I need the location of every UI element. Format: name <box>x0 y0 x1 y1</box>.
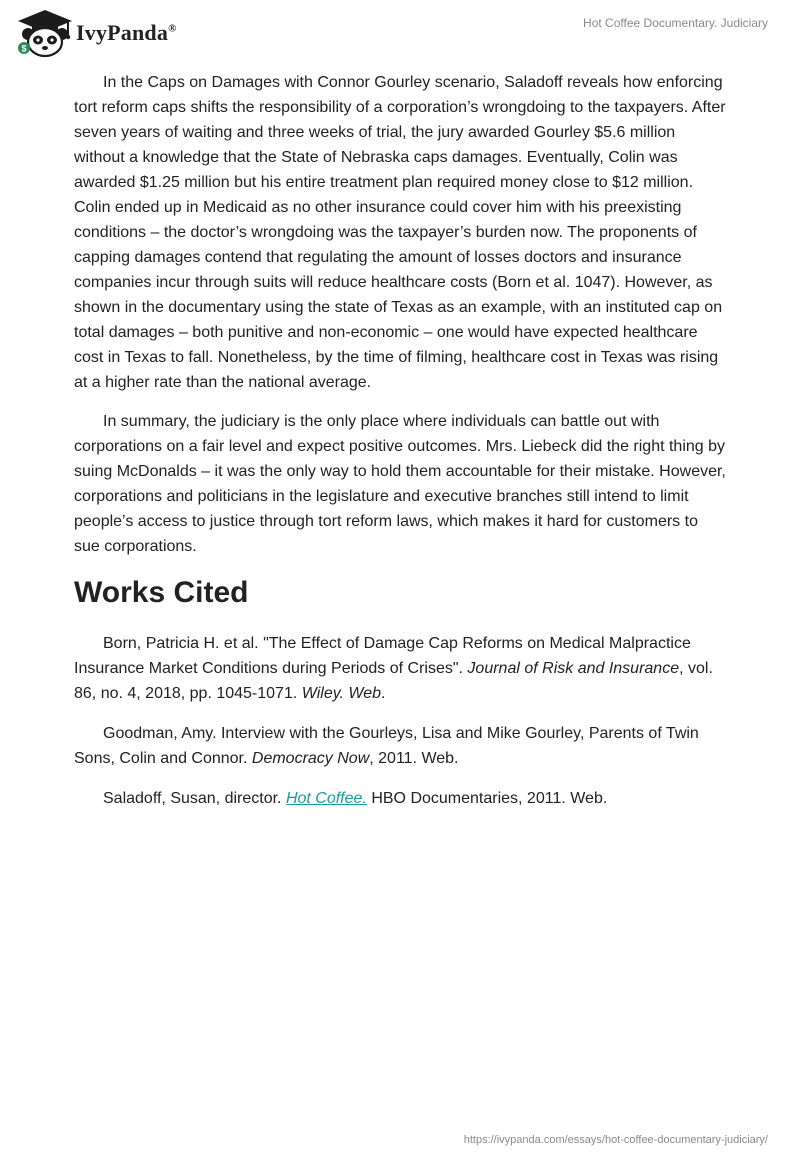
citation-journal: Journal of Risk and Insurance <box>467 660 680 677</box>
body-paragraph: In the Caps on Damages with Connor Gourley scenario, Saladoff reveals how enforcing tort reform caps shifts the responsibility of a corporation’s wrongdoing to the taxpayers. After seven years of waiting and three weeks of trial, the jury awarded Gourley $5.6 million without a knowledge that the State of Nebraska caps damages. Eventually, Colin was awarded $1.25 million but his entire treatment plan required money close to $12 million. Colin ended up in Medicaid as no other insurance could cover him with his preexisting conditions – the doctor’s wrongdoing was the taxpayer’s burden now. The proponents of capping damages contend that regulating the amount of losses doctors and insurance companies incur through suits will reduce healthcare costs (Born et al. 1047). However, as shown in the documentary using the state of Texas as an example, with an instituted cap on total damages – both punitive and non-economic – one would have expected healthcare cost in Texas to fall. Nonetheless, by the time of filming, healthcare cost in Texas was rising at a higher rate than the national average. <box>74 74 726 391</box>
citation-item: Born, Patricia H. et al. "The Effect of Damage Cap Reforms on Medical Malpractice Insurance Market Conditions during Periods of Crises". Journal of Risk and Insurance, vol. 86, no. 4, 2018, pp. 1045-1071. Wiley. Web. <box>74 635 713 702</box>
registered-mark: ® <box>168 22 177 35</box>
works-cited-heading: Works Cited <box>74 576 249 609</box>
svg-text:$: $ <box>21 43 27 54</box>
essay-content <box>74 70 726 826</box>
citation-source: Wiley. Web <box>301 685 382 702</box>
brand-logo[interactable] <box>14 8 177 58</box>
document-title: Hot Coffee Documentary. Judiciary <box>583 16 768 30</box>
hot-coffee-link[interactable]: Hot Coffee. <box>285 790 367 807</box>
citation-item: Goodman, Amy. Interview with the Gourleys, Lisa and Mike Gourley, Parents of Twin Sons, Colin and Connor. Democracy Now, 2011. Web. <box>74 725 699 767</box>
citation-item: Saladoff, Susan, director. Hot Coffee. HBO Documentaries, 2011. Web. <box>103 790 608 807</box>
body-paragraph: In summary, the judiciary is the only place where individuals can battle out with corporations on a fair level and expect positive outcomes. Mrs. Liebeck did the right thing by suing McDonalds – it was the only way to hold them accountable for their mistake. However, corporations and politicians in the legislature and executive branches still intend to limit people’s access to justice through tort reform laws, which makes it hard for customers to sue corporations. <box>74 413 726 555</box>
citation-journal: Democracy Now <box>251 750 370 767</box>
brand-name: IvyPanda® <box>76 20 177 45</box>
panda-graduate-icon <box>14 8 76 58</box>
footer-url[interactable]: https://ivypanda.com/essays/hot-coffee-documentary-judiciary/ <box>463 1134 768 1146</box>
